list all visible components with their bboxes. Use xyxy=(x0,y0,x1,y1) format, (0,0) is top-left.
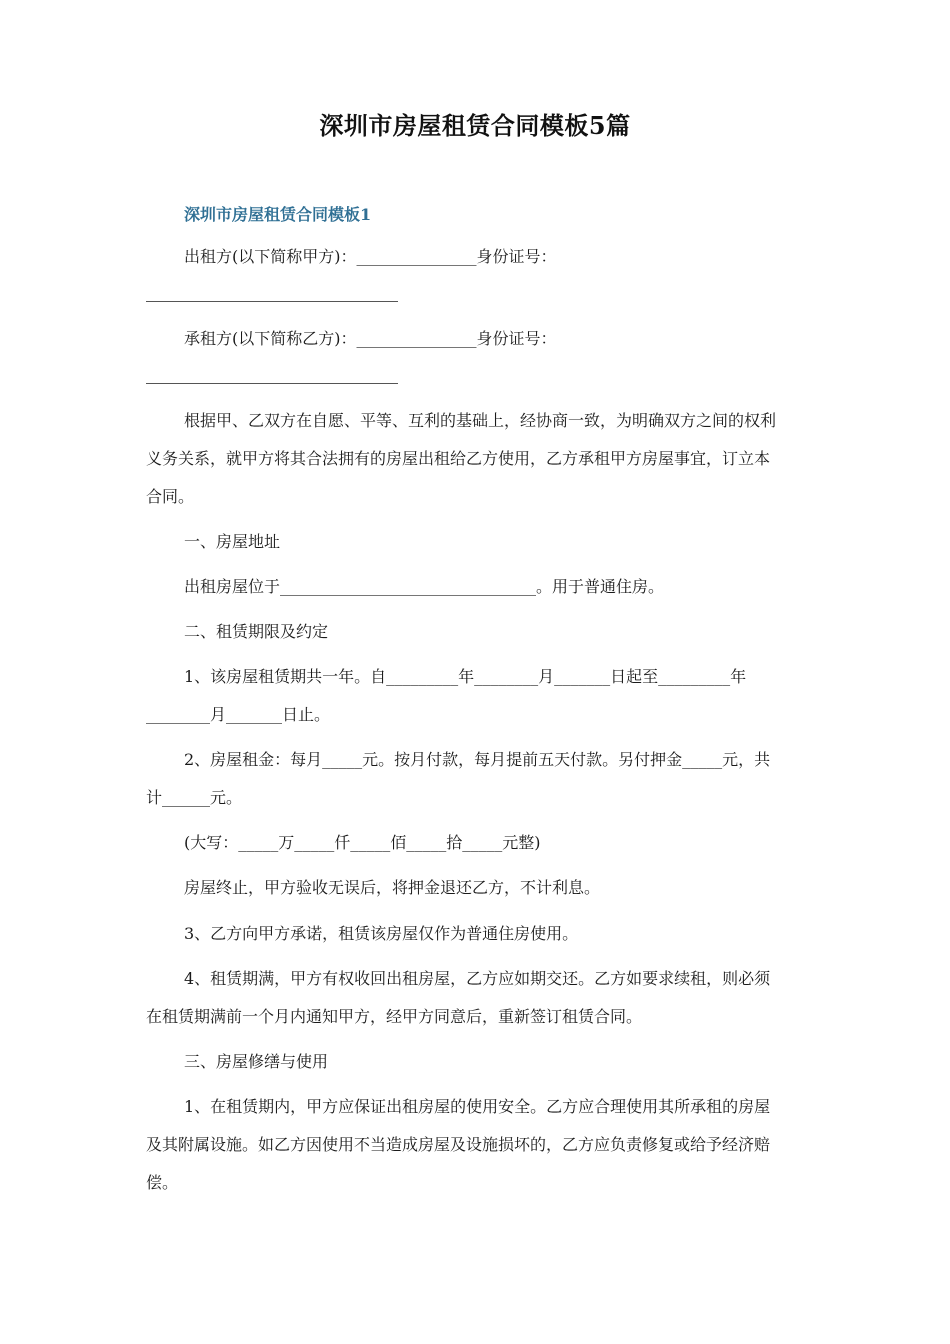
document-title: 深圳市房屋租赁合同模板5篇 xyxy=(319,111,631,140)
section-heading: 一、房屋地址 xyxy=(184,532,281,551)
paragraph-line: 出租房屋位于________________________________。用于普通住房。 xyxy=(184,577,665,596)
paragraph-line: 合同。 xyxy=(146,487,195,506)
paragraph-line: 4、租赁期满，甲方有权收回出租房屋，乙方应如期交还。乙方如要求续租，则必须 xyxy=(184,969,771,988)
section-heading: 三、房屋修缮与使用 xyxy=(184,1052,329,1071)
paragraph-line: ________月_______日止。 xyxy=(146,705,331,724)
lessor-id-blank xyxy=(146,301,398,302)
paragraph-line: 计______元。 xyxy=(146,788,243,807)
lessor-line: 出租方(以下简称甲方)：_______________身份证号： xyxy=(184,247,557,266)
paragraph-line: 及其附属设施。如乙方因使用不当造成房屋及设施损坏的，乙方应负责修复或给予经济赔 xyxy=(146,1135,771,1154)
section-heading: 深圳市房屋租赁合同模板1 xyxy=(184,205,372,224)
paragraph-line: 1、在租赁期内，甲方应保证出租房屋的使用安全。乙方应合理使用其所承租的房屋 xyxy=(184,1097,771,1116)
lessee-id-blank xyxy=(146,383,398,384)
paragraph-line: 2、房屋租金：每月_____元。按月付款，每月提前五天付款。另付押金_____元，共 xyxy=(184,750,771,769)
paragraph-line: 偿。 xyxy=(146,1173,179,1192)
paragraph-line: 房屋终止，甲方验收无误后，将押金退还乙方，不计利息。 xyxy=(184,878,601,897)
paragraph-line: 1、该房屋租赁期共一年。自_________年________月_______日起至_________年 xyxy=(184,667,747,686)
paragraph-line: (大写：_____万_____仟_____佰_____拾_____元整) xyxy=(184,833,541,852)
paragraph-line: 在租赁期满前一个月内通知甲方，经甲方同意后，重新签订租赁合同。 xyxy=(146,1007,643,1026)
paragraph-line: 3、乙方向甲方承诺，租赁该房屋仅作为普通住房使用。 xyxy=(184,924,579,943)
paragraph-line: 义务关系，就甲方将其合法拥有的房屋出租给乙方使用，乙方承租甲方房屋事宜，订立本 xyxy=(146,449,771,468)
lessee-line: 承租方(以下简称乙方)：_______________身份证号： xyxy=(184,329,557,348)
section-heading: 二、租赁期限及约定 xyxy=(184,622,329,641)
paragraph-line: 根据甲、乙双方在自愿、平等、互利的基础上，经协商一致，为明确双方之间的权利 xyxy=(184,411,777,430)
